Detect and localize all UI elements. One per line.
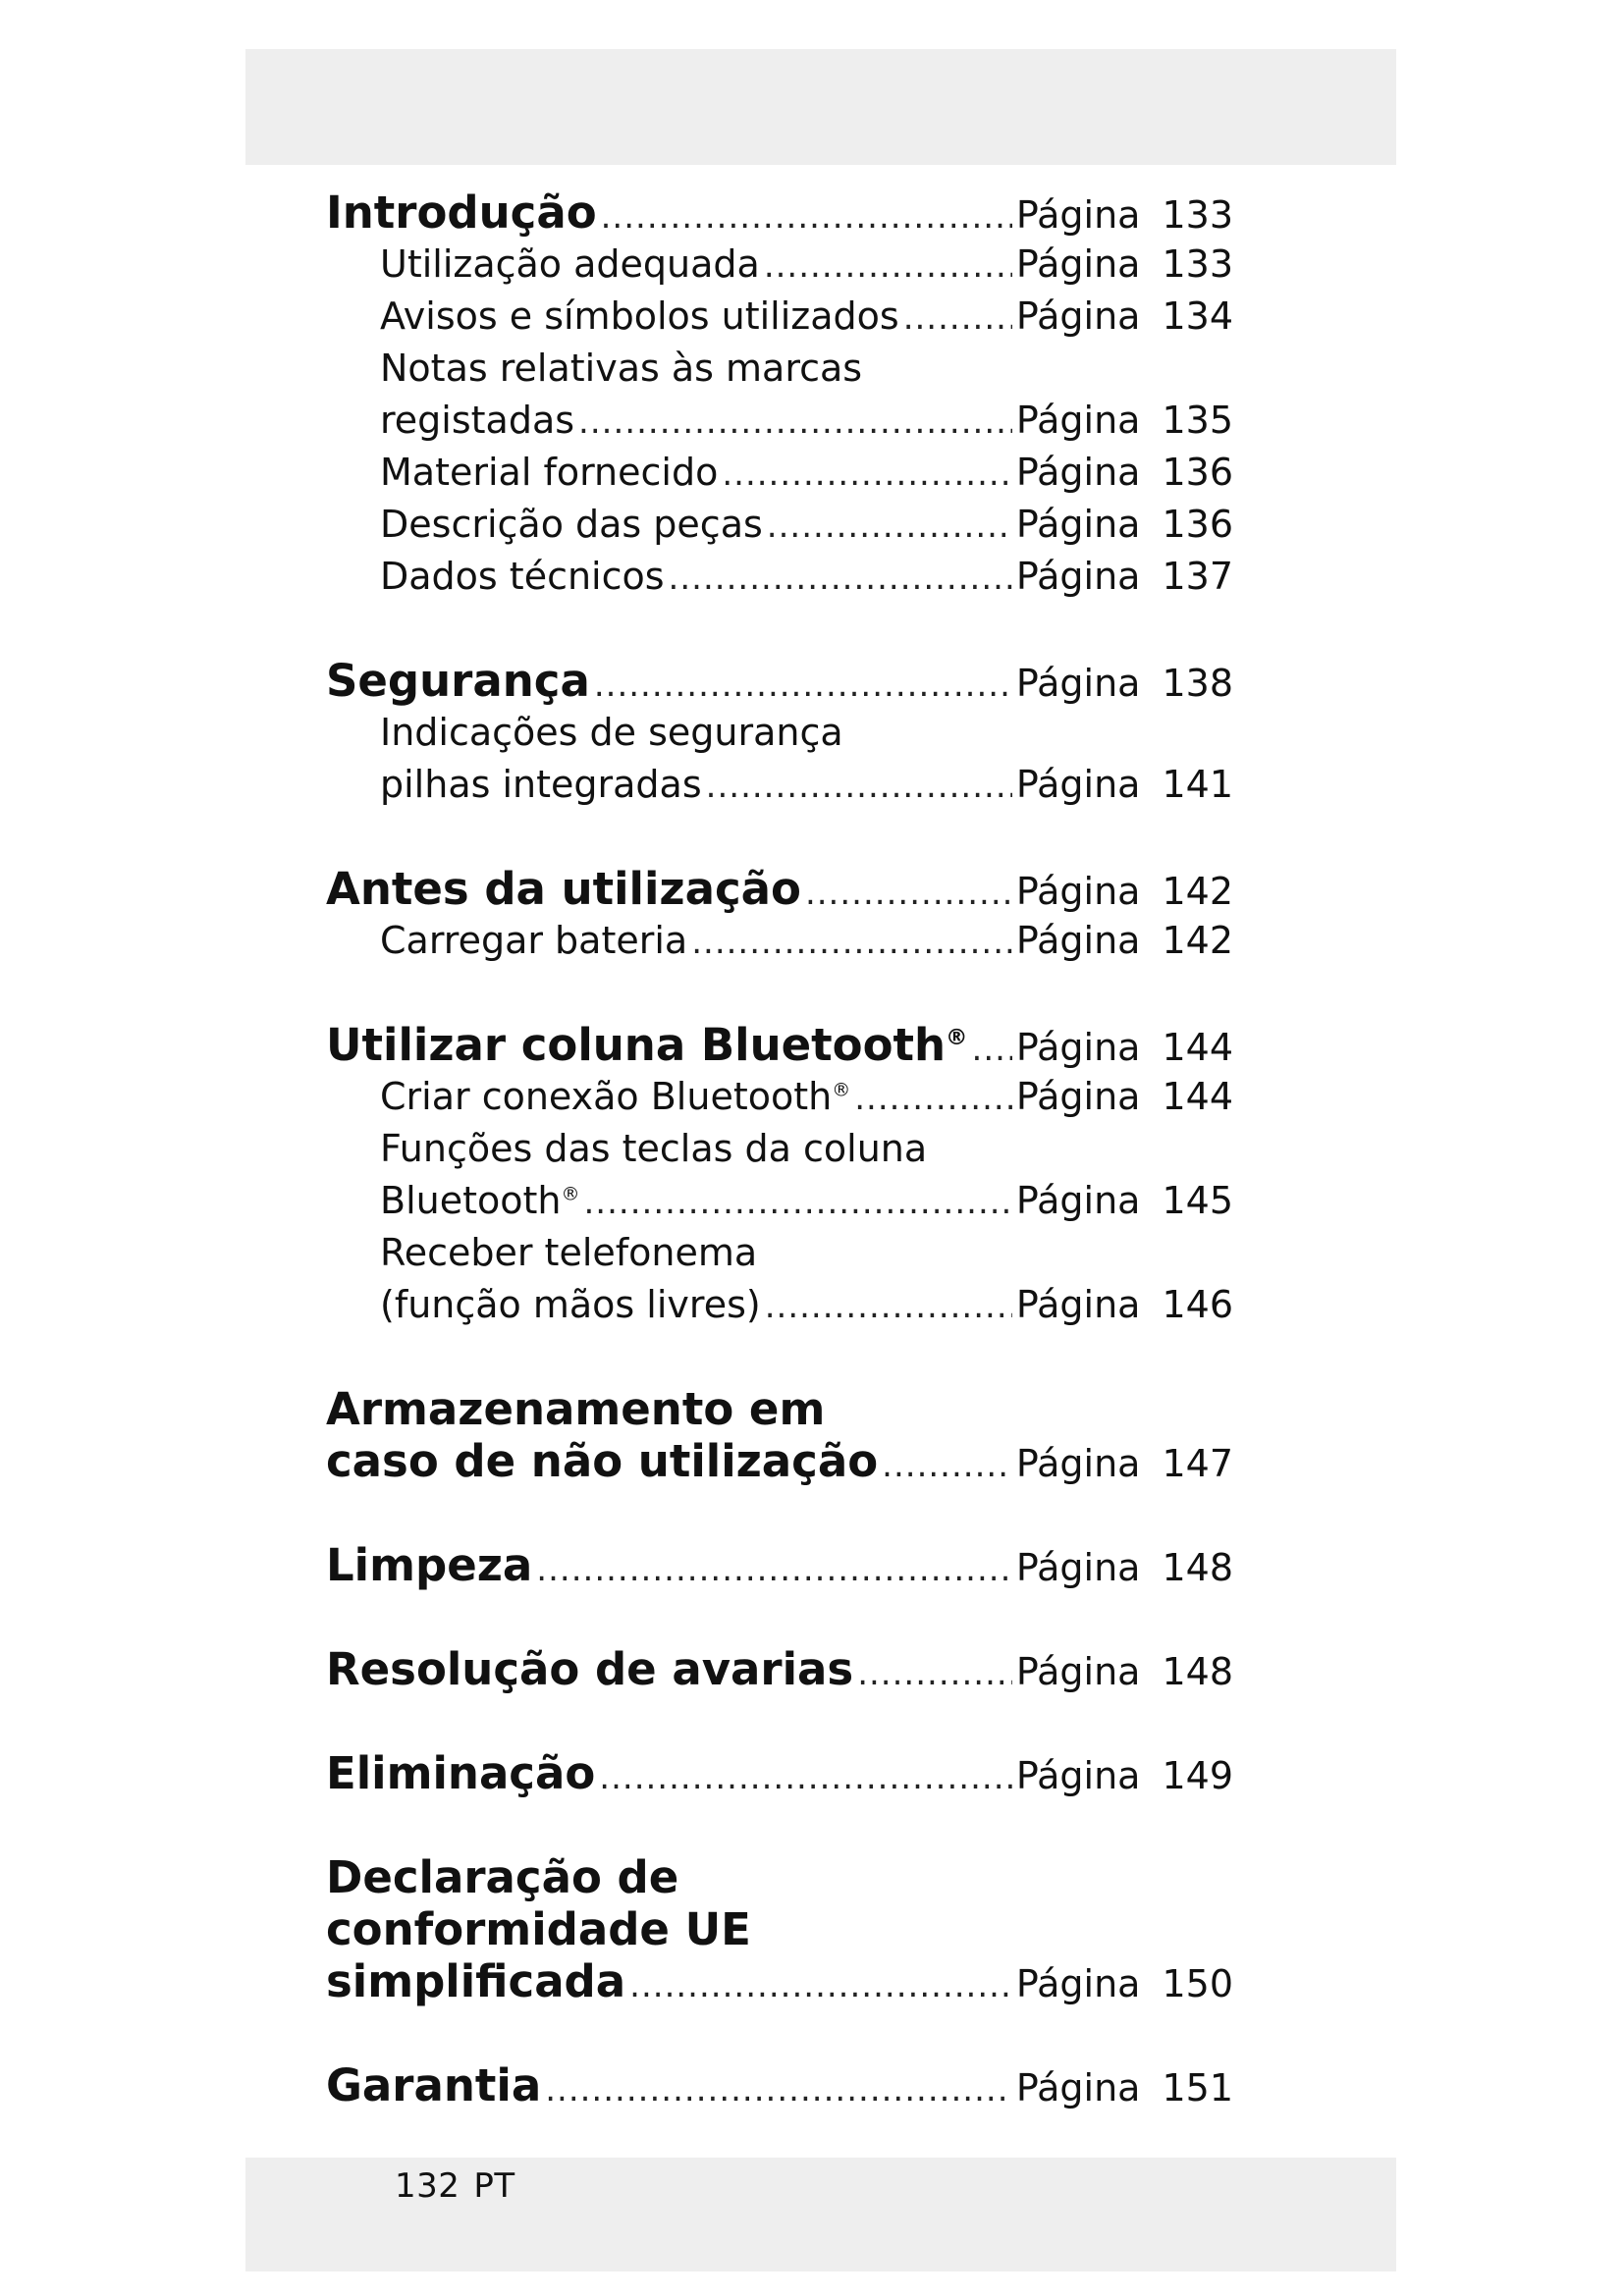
toc-title: conformidade UE (326, 1903, 751, 1955)
toc-title: Resolução de avarias (326, 1643, 854, 1695)
leader-dots (767, 501, 1012, 553)
page-label: Página (1015, 555, 1141, 598)
leader-dots (583, 1177, 1011, 1229)
toc-title-text: Criar conexão Bluetooth (380, 1075, 833, 1118)
toc-title: Receber telefonema (380, 1231, 758, 1274)
page-label: Página (1015, 1283, 1141, 1326)
toc-item-notas-marcas-line1[interactable] (326, 343, 1233, 395)
page-label: Página (1015, 1026, 1141, 1069)
page-number: 137 (1162, 555, 1233, 598)
leader-dots (545, 2064, 1012, 2116)
page-number: 136 (1162, 503, 1233, 546)
toc-section-antes-utilizacao[interactable] (326, 863, 1233, 915)
page-label: Página (1015, 242, 1141, 286)
toc-page-ref (1016, 1022, 1233, 1074)
page-label: Página (1015, 1442, 1141, 1485)
toc-item-criar-conexao[interactable] (326, 1071, 1233, 1123)
page-number: 146 (1162, 1283, 1233, 1326)
page-label: Página (1015, 503, 1141, 546)
page-number: 133 (1162, 193, 1233, 237)
page-label: Página (1015, 1962, 1141, 2005)
toc-page-ref (1016, 658, 1233, 710)
leader-dots (722, 449, 1012, 501)
leader-dots (765, 1281, 1012, 1333)
page-number: 151 (1162, 2066, 1233, 2109)
toc-page-ref (1016, 915, 1233, 967)
page-number: 141 (1162, 763, 1233, 806)
page-number: 148 (1162, 1650, 1233, 1693)
leader-dots (854, 1073, 1012, 1125)
page-label: Página (1015, 763, 1141, 806)
toc-item-avisos-simbolos[interactable] (326, 291, 1233, 343)
page-number: 135 (1162, 399, 1233, 442)
page-number: 144 (1162, 1075, 1233, 1118)
toc-title: Avisos e símbolos utilizados (380, 294, 899, 338)
page-label: Página (1015, 2066, 1141, 2109)
toc-page-ref (1016, 189, 1233, 241)
leader-dots (629, 1960, 1012, 2012)
toc-section-declaracao-line2[interactable] (326, 1903, 1233, 1955)
header-band (245, 49, 1396, 165)
toc-title-text: Utilizar coluna Bluetooth (326, 1019, 947, 1071)
toc-item-dados-tecnicos[interactable] (326, 551, 1233, 603)
toc-title: Descrição das peças (380, 503, 763, 546)
toc-section-armazenamento[interactable] (326, 1435, 1233, 1487)
page-label: Página (1015, 193, 1141, 237)
leader-dots (599, 1752, 1012, 1804)
toc-title: Limpeza (326, 1539, 533, 1591)
toc-item-utilizacao-adequada[interactable] (326, 239, 1233, 291)
toc-title: Material fornecido (380, 451, 719, 494)
page-number: 134 (1162, 294, 1233, 338)
page-footer (395, 2166, 529, 2206)
toc-page-ref (1016, 1542, 1233, 1594)
toc-section-introducao[interactable] (326, 187, 1233, 239)
toc-title: Armazenamento em (326, 1383, 826, 1435)
toc-title: Utilização adequada (380, 242, 760, 286)
toc-title: Funções das teclas da coluna (380, 1127, 928, 1170)
page-number: 142 (1162, 870, 1233, 913)
toc-page-ref (1016, 759, 1233, 811)
toc-title: pilhas integradas (380, 763, 702, 806)
toc-item-indicacoes-seguranca[interactable] (326, 759, 1233, 811)
page-label: Página (1015, 451, 1141, 494)
toc-page-ref (1016, 1438, 1233, 1490)
toc-page-ref (1016, 2062, 1233, 2114)
page-label: Página (1015, 870, 1141, 913)
toc-title: Segurança (326, 655, 590, 707)
footer-page-number: 132 (395, 2166, 460, 2206)
toc-title: Notas relativas às marcas (380, 347, 863, 390)
toc-item-funcoes-teclas-line1[interactable] (326, 1123, 1233, 1175)
toc-title: Carregar bateria (380, 919, 688, 962)
registered-mark: ® (946, 1025, 968, 1050)
page-number: 144 (1162, 1026, 1233, 1069)
toc-title: caso de não utilização (326, 1435, 879, 1487)
toc-item-notas-marcas[interactable] (326, 395, 1233, 447)
toc-title-text: Bluetooth (380, 1179, 562, 1222)
toc-section-resolucao-avarias[interactable] (326, 1643, 1233, 1695)
leader-dots (972, 1024, 1012, 1076)
toc-page-ref (1016, 447, 1233, 499)
leader-dots (764, 240, 1012, 293)
toc-section-declaracao[interactable] (326, 1955, 1233, 2007)
page-label: Página (1015, 919, 1141, 962)
page-label: Página (1015, 1179, 1141, 1222)
toc-section-declaracao-line1[interactable] (326, 1851, 1233, 1903)
toc-title: registadas (380, 399, 575, 442)
page-number: 138 (1162, 662, 1233, 705)
toc-section-garantia[interactable] (326, 2059, 1233, 2111)
toc-page-ref (1016, 239, 1233, 291)
leader-dots (594, 660, 1012, 712)
leader-dots (857, 1648, 1012, 1700)
page-label: Página (1015, 294, 1141, 338)
toc-page-ref (1016, 866, 1233, 918)
page-label: Página (1015, 1650, 1141, 1693)
page-number: 150 (1162, 1962, 1233, 2005)
toc-title: Eliminação (326, 1747, 596, 1799)
leader-dots (601, 191, 1012, 243)
toc-item-receber-telefonema-line1[interactable] (326, 1227, 1233, 1279)
toc-title (380, 1175, 579, 1227)
toc-page-ref (1016, 1071, 1233, 1123)
leader-dots (882, 1440, 1012, 1492)
leader-dots (691, 917, 1012, 969)
toc-page-ref (1016, 291, 1233, 343)
page-label: Página (1015, 1754, 1141, 1797)
toc-section-limpeza[interactable] (326, 1539, 1233, 1591)
toc-page-ref (1016, 499, 1233, 551)
page-number: 148 (1162, 1546, 1233, 1589)
toc-page-ref (1016, 1958, 1233, 2010)
leader-dots (903, 293, 1012, 345)
leader-dots (669, 553, 1012, 605)
toc-title: simplificada (326, 1955, 626, 2007)
leader-dots (805, 868, 1012, 920)
toc-page-ref (1016, 1279, 1233, 1331)
footer-language: PT (473, 2166, 515, 2206)
leader-dots (578, 397, 1012, 449)
toc-page-ref (1016, 1175, 1233, 1227)
toc-section-seguranca[interactable] (326, 655, 1233, 707)
toc-title: Indicações de segurança (380, 711, 843, 754)
toc-item-material-fornecido[interactable] (326, 447, 1233, 499)
toc-item-funcoes-teclas[interactable] (326, 1175, 1233, 1227)
toc-section-utilizar-bluetooth[interactable] (326, 1019, 1233, 1071)
toc-item-descricao-pecas[interactable] (326, 499, 1233, 551)
toc-title: (função mãos livres) (380, 1283, 761, 1326)
toc-page-ref (1016, 1646, 1233, 1698)
page-label: Página (1015, 399, 1141, 442)
page-label: Página (1015, 1075, 1141, 1118)
toc-title: Declaração de (326, 1851, 679, 1903)
leader-dots (706, 761, 1012, 813)
toc-title: Introdução (326, 187, 597, 239)
toc-item-receber-telefonema[interactable] (326, 1279, 1233, 1331)
toc-title: Garantia (326, 2059, 542, 2111)
page-number: 149 (1162, 1754, 1233, 1797)
page-number: 145 (1162, 1179, 1233, 1222)
toc-title: Antes da utilização (326, 863, 801, 915)
table-of-contents (326, 187, 1233, 2111)
toc-item-carregar-bateria[interactable] (326, 915, 1233, 967)
leader-dots (536, 1544, 1012, 1596)
toc-section-eliminacao[interactable] (326, 1747, 1233, 1799)
registered-mark: ® (561, 1183, 580, 1205)
page-number: 136 (1162, 451, 1233, 494)
toc-title (380, 1071, 850, 1123)
toc-page-ref (1016, 395, 1233, 447)
page-number: 133 (1162, 242, 1233, 286)
toc-title: Dados técnicos (380, 555, 665, 598)
toc-page-ref (1016, 1750, 1233, 1802)
page-label: Página (1015, 1546, 1141, 1589)
toc-item-indicacoes-line1[interactable] (326, 707, 1233, 759)
toc-page-ref (1016, 551, 1233, 603)
page-label: Página (1015, 662, 1141, 705)
registered-mark: ® (832, 1079, 851, 1101)
page-number: 142 (1162, 919, 1233, 962)
page-number: 147 (1162, 1442, 1233, 1485)
toc-title (326, 1019, 968, 1071)
toc-section-armazenamento-line1[interactable] (326, 1383, 1233, 1435)
